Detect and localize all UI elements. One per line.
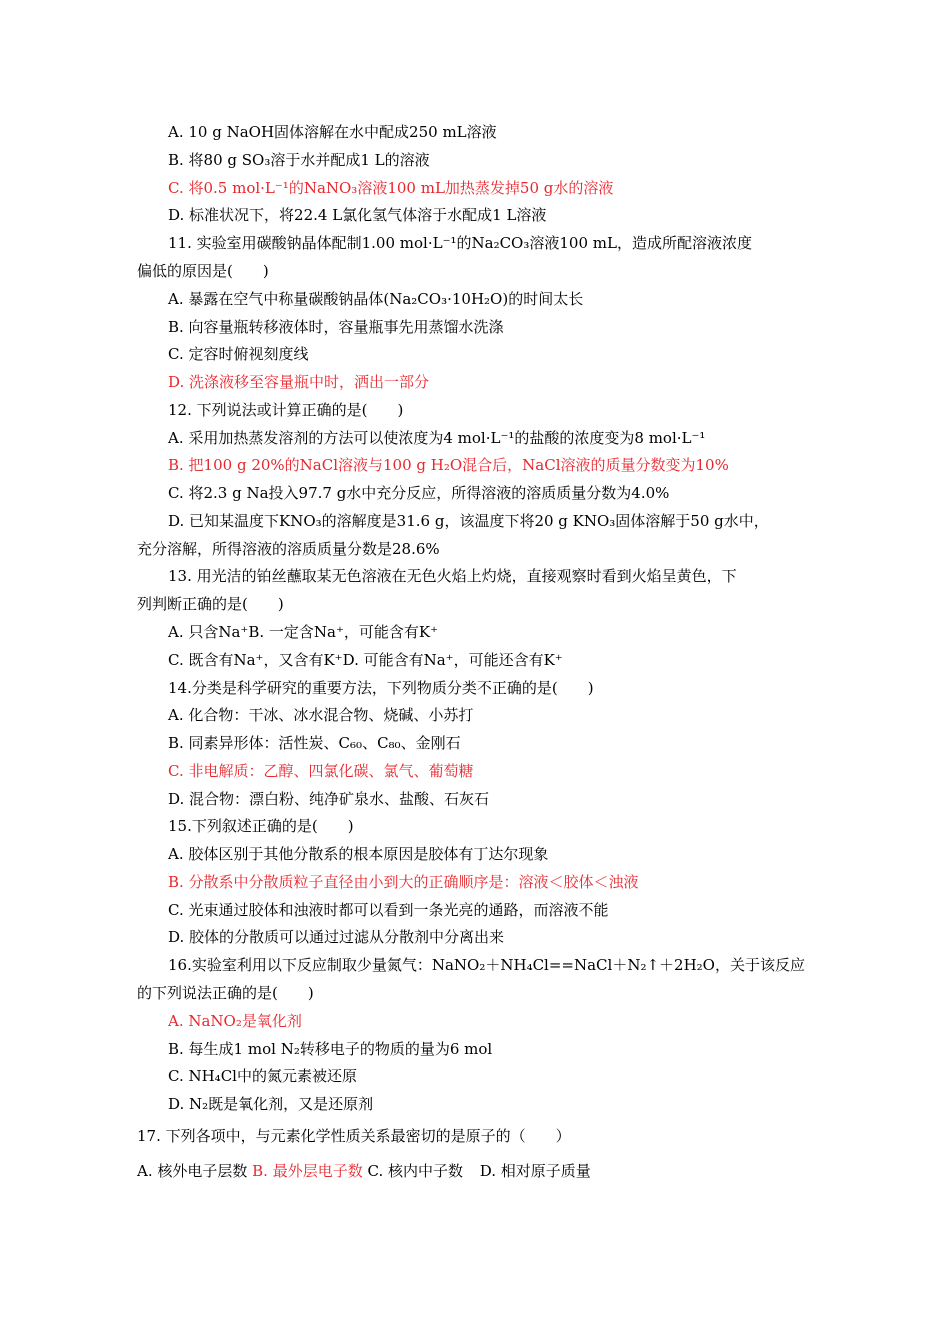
q17-options [137,1161,591,1181]
q16-stem-cont: 的下列说法正确的是( ) [137,984,314,1002]
q12-option-c: C. 将2.3 g Na投入97.7 g水中充分反应，所得溶液的溶质质量分数为4.0% [168,484,670,502]
q17-stem: 17. 下列各项中，与元素化学性质关系最密切的是原子的（ ） [137,1127,571,1145]
q16-stem: 16.实验室利用以下反应制取少量氮气：NaNO₂＋NH₄Cl==NaCl＋N₂↑＋2H₂O，关于该反应 [168,956,805,974]
q14-option-a: A. 化合物：干冰、冰水混合物、烧碱、小苏打 [168,706,474,724]
q15-option-d: D. 胶体的分散质可以通过过滤从分散剂中分离出来 [168,928,505,946]
q13-stem: 13. 用光洁的铂丝蘸取某无色溶液在无色火焰上灼烧，直接观察时看到火焰呈黄色，下 [168,567,737,585]
q12-option-a: A. 采用加热蒸发溶剂的方法可以使浓度为4 mol·L⁻¹的盐酸的浓度变为8 mol·L⁻¹ [168,429,706,447]
q13-stem-cont: 列判断正确的是( ) [137,595,284,613]
q10-option-a: A. 10 g NaOH固体溶解在水中配成250 mL溶液 [168,123,497,141]
q10-option-c-answer: C. 将0.5 mol·L⁻¹的NaNO₃溶液100 mL加热蒸发掉50 g水的溶液 [168,179,614,197]
q15-option-c: C. 光束通过胶体和浊液时都可以看到一条光亮的通路，而溶液不能 [168,901,609,919]
q17-option-b-answer: B. 最外层电子数 [252,1162,363,1180]
q15-option-b-answer: B. 分散系中分散质粒子直径由小到大的正确顺序是：溶液＜胶体＜浊液 [168,873,639,891]
q15-stem: 15.下列叙述正确的是( ) [168,817,354,835]
q11-option-d-answer: D. 洗涤液移至容量瓶中时，洒出一部分 [168,373,430,391]
q12-option-d-cont: 充分溶解，所得溶液的溶质质量分数是28.6% [137,540,440,558]
q11-option-c: C. 定容时俯视刻度线 [168,345,309,363]
q10-option-b: B. 将80 g SO₃溶于水并配成1 L的溶液 [168,151,430,169]
q14-option-d: D. 混合物：漂白粉、纯净矿泉水、盐酸、石灰石 [168,790,490,808]
q11-option-a: A. 暴露在空气中称量碳酸钠晶体(Na₂CO₃·10H₂O)的时间太长 [168,290,584,308]
q12-option-d: D. 已知某温度下KNO₃的溶解度是31.6 g，该温度下将20 g KNO₃固体溶解于50 g水中， [168,512,769,530]
q15-option-a: A. 胶体区别于其他分散系的根本原因是胶体有丁达尔现象 [168,845,549,863]
q13-options-ab: A. 只含Na⁺B. 一定含Na⁺，可能含有K⁺ [168,623,439,641]
q16-option-d: D. N₂既是氧化剂，又是还原剂 [168,1095,374,1113]
q17-option-c: C. 核内中子数 [367,1162,463,1180]
q14-stem: 14.分类是科学研究的重要方法，下列物质分类不正确的是( ) [168,679,594,697]
q14-option-b: B. 同素异形体：活性炭、C₆₀、C₈₀、金刚石 [168,734,461,752]
q16-option-b: B. 每生成1 mol N₂转移电子的物质的量为6 mol [168,1040,493,1058]
q11-stem: 11. 实验室用碳酸钠晶体配制1.00 mol·L⁻¹的Na₂CO₃溶液100 mL，造成所配溶液浓度 [168,234,752,252]
q17-option-a: A. 核外电子层数 [137,1162,248,1180]
q12-stem: 12. 下列说法或计算正确的是( ) [168,401,404,419]
q10-option-d: D. 标准状况下，将22.4 L氯化氢气体溶于水配成1 L溶液 [168,206,547,224]
q13-options-cd: C. 既含有Na⁺，又含有K⁺D. 可能含有Na⁺，可能还含有K⁺ [168,651,563,669]
q11-stem-cont: 偏低的原因是( ) [137,262,269,280]
q17-option-d: D. 相对原子质量 [479,1162,591,1180]
q11-option-b: B. 向容量瓶转移液体时，容量瓶事先用蒸馏水洗涤 [168,318,504,336]
q14-option-c-answer: C. 非电解质：乙醇、四氯化碳、氯气、葡萄糖 [168,762,474,780]
q12-option-b-answer: B. 把100 g 20%的NaCl溶液与100 g H₂O混合后，NaCl溶液的质量分数变为10% [168,456,729,474]
q16-option-a-answer: A. NaNO₂是氧化剂 [168,1012,302,1030]
q16-option-c: C. NH₄Cl中的氮元素被还原 [168,1067,357,1085]
